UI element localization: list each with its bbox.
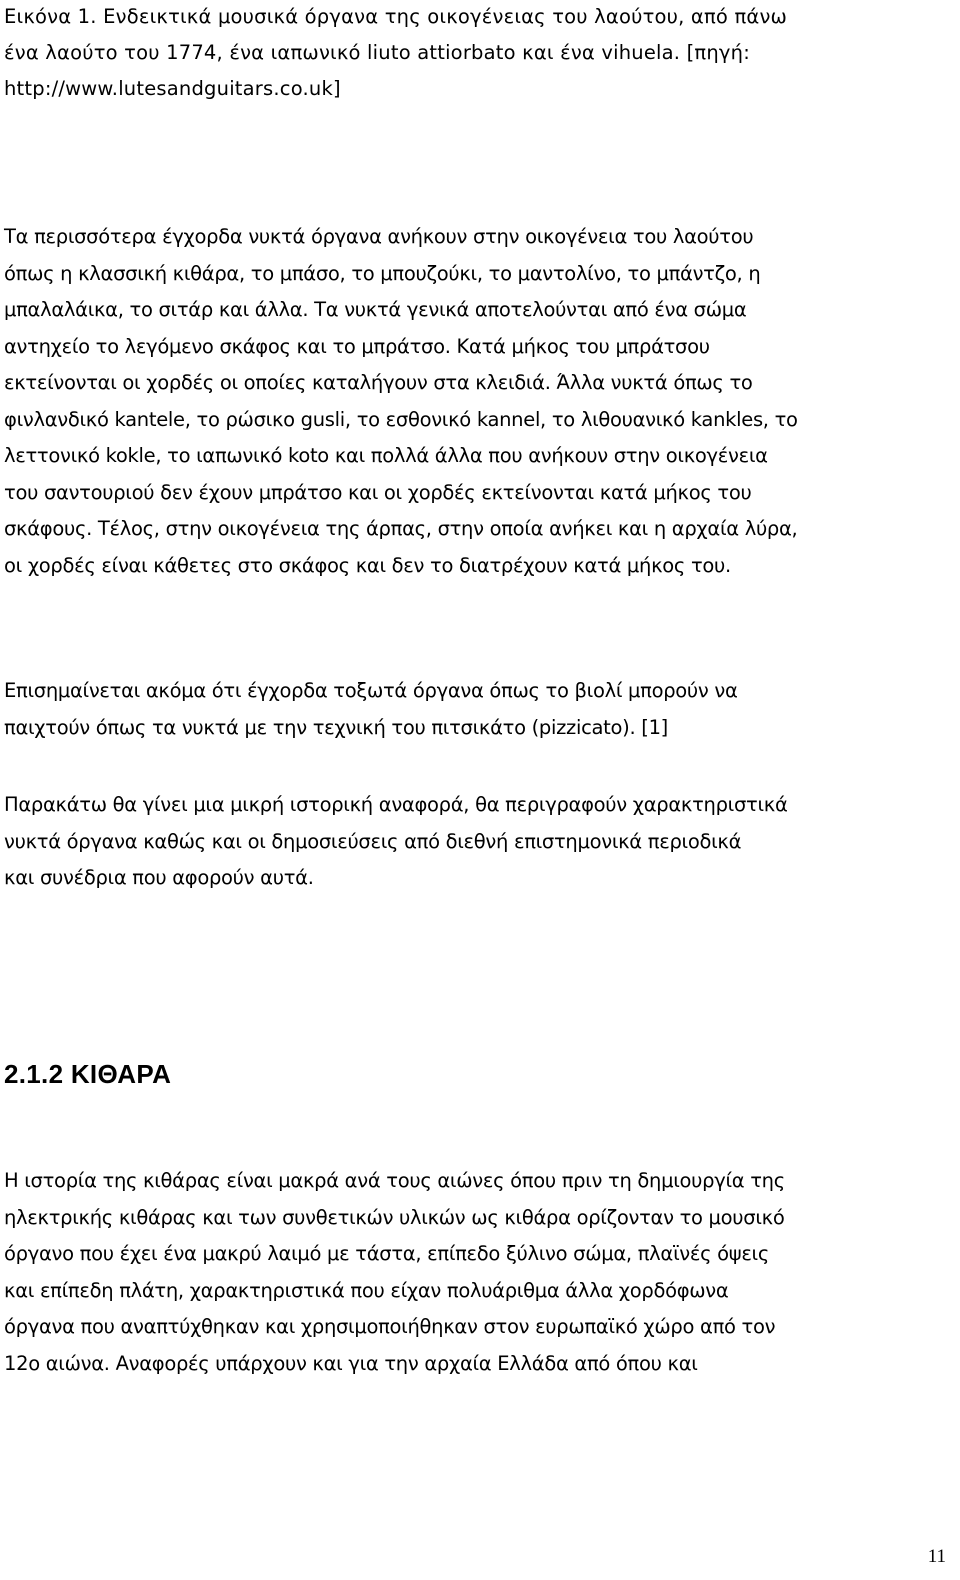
paragraph-line: εκτείνονται οι χορδές οι οποίες καταλήγουν στα κλειδιά. Άλλα νυκτά όπως το [4,371,753,394]
paragraph-line: και συνέδρια που αφορούν αυτά. [4,866,314,889]
paragraph-line: όπως η κλασσική κιθάρα, το μπάσο, το μπουζούκι, το μαντολίνο, το μπάντζο, η [4,261,761,285]
paragraph-line: και επίπεδη πλάτη, χαρακτηριστικά που είχαν πολυάριθμα άλλα χορδόφωνα [4,1278,729,1302]
paragraph-line: παιχτούν όπως τα νυκτά με την τεχνική του πιτσικάτο (pizzicato). [1] [4,715,668,739]
paragraph-line: 12ο αιώνα. Αναφορές υπάρχουν και για την αρχαία Ελλάδα από όπου και [4,1351,698,1375]
paragraph-line: σκάφους. Τέλος, στην οικογένεια της άρπας, στην οποία ανήκει και η αρχαία λύρα, [4,517,798,540]
paragraph-pizzicato [4,673,952,746]
paragraph-line: νυκτά όργανα καθώς και οι δημοσιεύσεις από διεθνή επιστημονικά περιοδικά [4,829,742,853]
paragraph-line: λεττονικό kokle, το ιαπωνικό koto και πολλά άλλα που ανήκουν στην οικογένεια [4,444,768,467]
paragraph-line: ηλεκτρικής κιθάρας και των συνθετικών υλικών ως κιθάρα ορίζονταν το μουσικό [4,1205,785,1229]
paragraph-line: Επισημαίνεται ακόμα ότι έγχορδα τοξωτά όργανα όπως το βιολί μπορούν να [4,679,738,702]
paragraph-guitar-history [4,1163,952,1382]
caption-line: http://www.lutesandguitars.co.uk] [4,77,341,100]
paragraph-line: Η ιστορία της κιθάρας είναι μακρά ανά τους αιώνες όπου πριν τη δημιουργία της [4,1169,785,1192]
paragraph-line: όργανο που έχει ένα μακρύ λαιμό με τάστα, επίπεδο ξύλινο σώμα, πλαϊνές όψεις [4,1242,769,1265]
page-number: 11 [927,1546,946,1567]
caption-line: Εικόνα 1. Ενδεικτικά μουσικά όργανα της οικογένειας του λαούτου, από πάνω [4,5,788,28]
paragraph-line: οι χορδές είναι κάθετες στο σκάφος και δεν το διατρέχουν κατά μήκος του. [4,553,731,577]
paragraph-overview [4,787,952,897]
paragraph-line: φινλανδικό kantele, το ρώσικο gusli, το εσθονικό kannel, το λιθουανικό kankles, το [4,407,798,431]
section-heading: 2.1.2 ΚΙΘΑΡΑ [4,1059,172,1089]
paragraph-line: Τα περισσότερα έγχορδα νυκτά όργανα ανήκουν στην οικογένεια του λαούτου [4,225,754,248]
paragraph-line: Παρακάτω θα γίνει μια μικρή ιστορική αναφορά, θα περιγραφούν χαρακτηριστικά [4,793,788,816]
paragraph-lute-family [4,219,952,584]
paragraph-line: του σαντουριού δεν έχουν μπράτσο και οι χορδές εκτείνονται κατά μήκος του [4,480,752,504]
paragraph-line: όργανα που αναπτύχθηκαν και χρησιμοποιήθηκαν στον ευρωπαϊκό χώρο από τον [4,1315,776,1338]
paragraph-line: αντηχείο το λεγόμενο σκάφος και το μπράτσο. Κατά μήκος του μπράτσου [4,334,710,358]
figure-caption [4,0,952,107]
caption-line: ένα λαούτο του 1774, ένα ιαπωνικό liuto attiorbato και ένα vihuela. [πηγή: [4,41,750,64]
paragraph-line: μπαλαλάικα, το σιτάρ και άλλα. Τα νυκτά γενικά αποτελούνται από ένα σώμα [4,298,747,321]
